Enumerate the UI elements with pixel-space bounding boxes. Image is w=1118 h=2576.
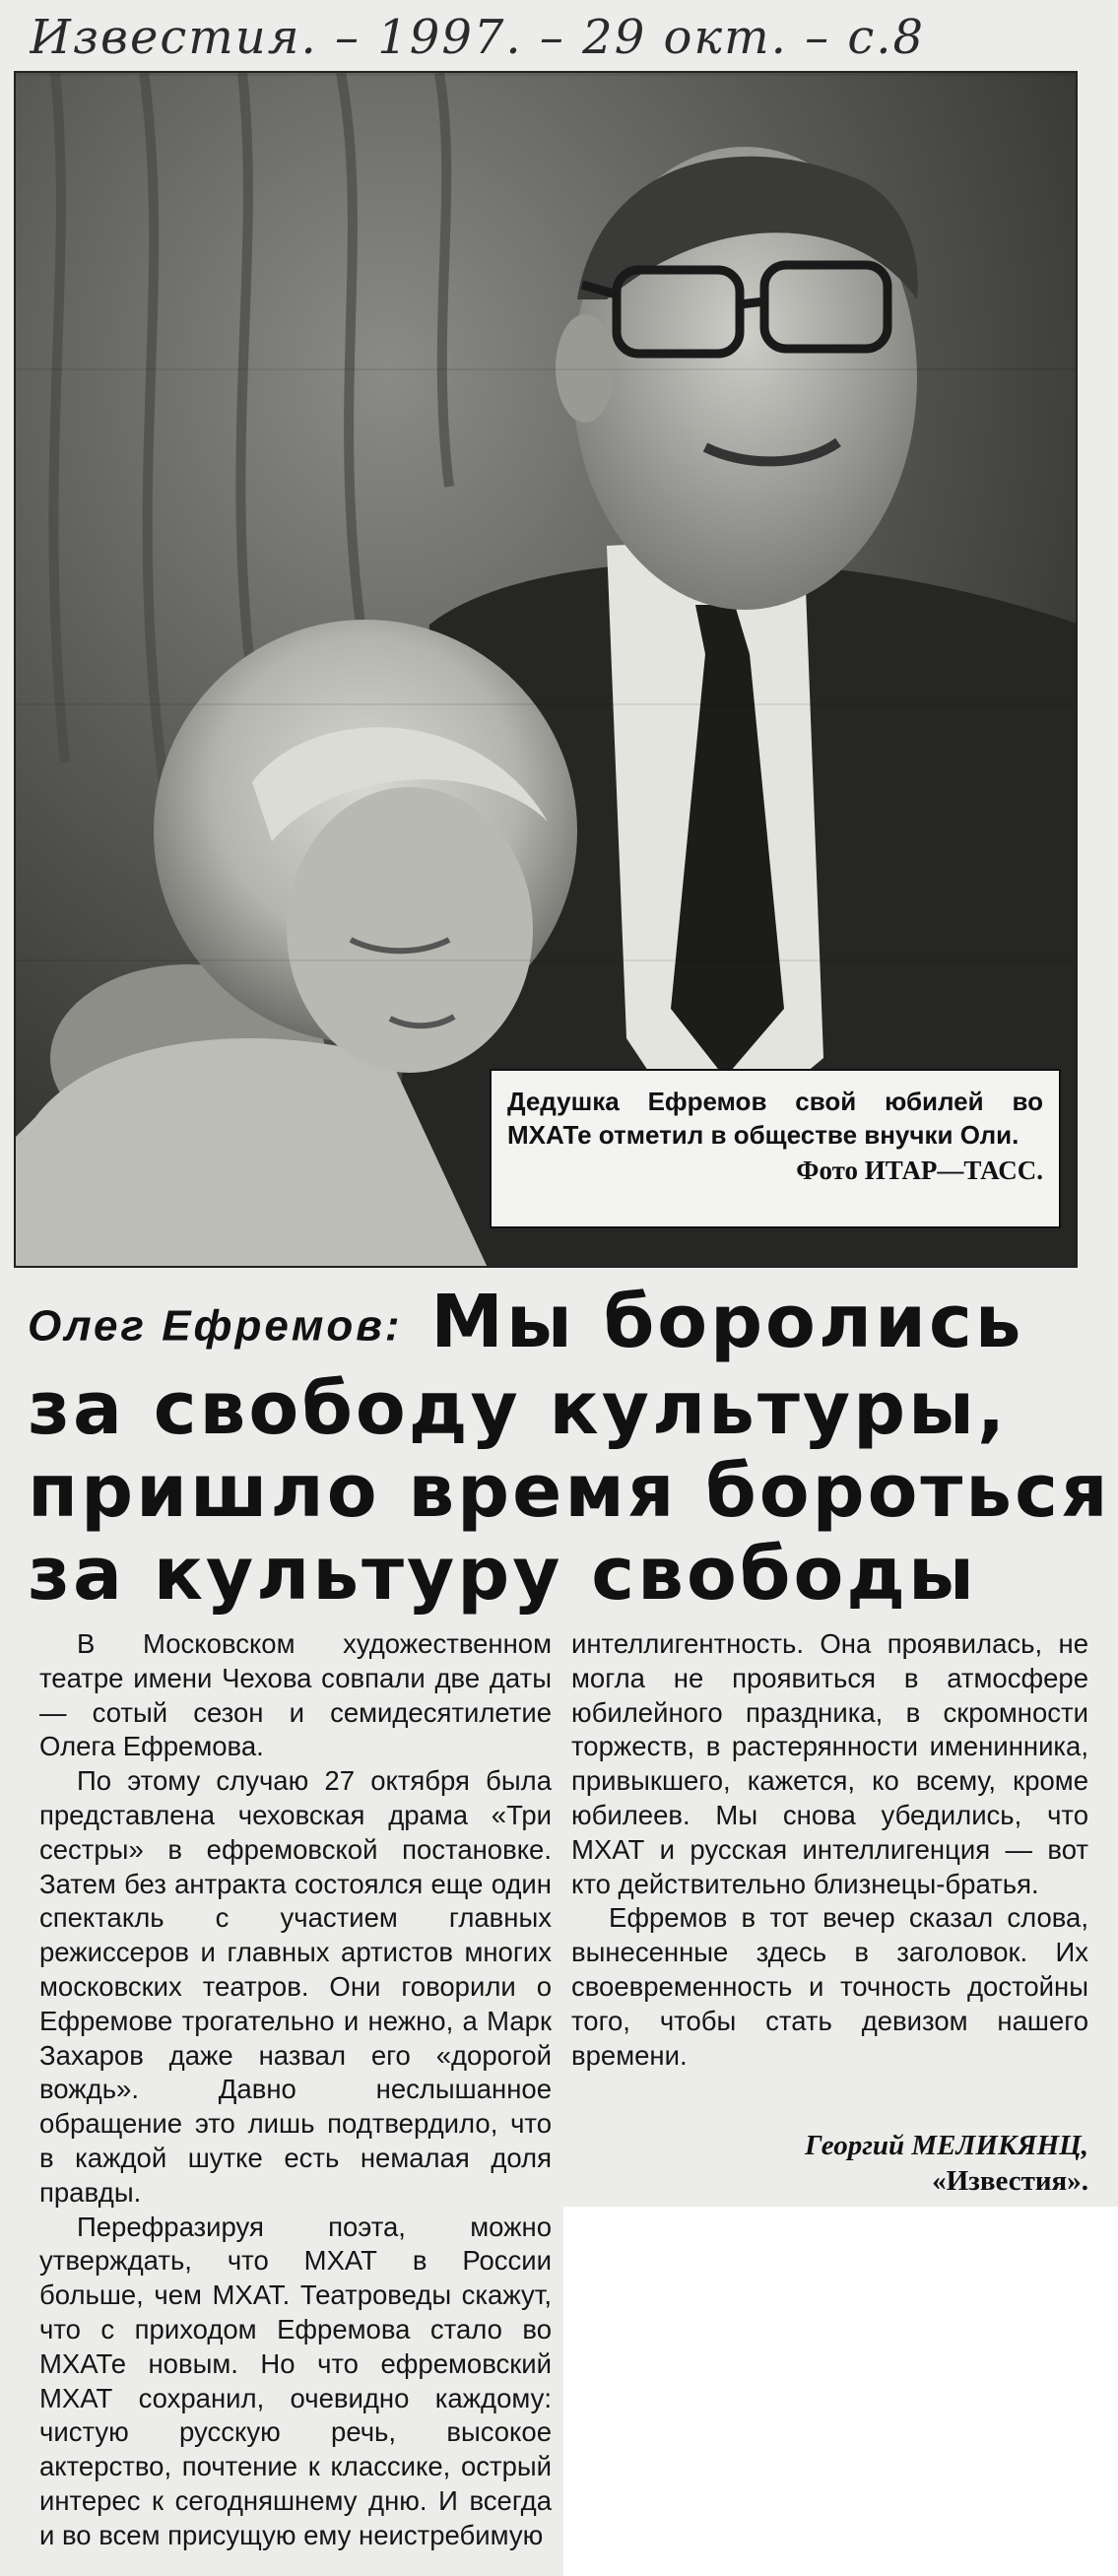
author-name: Георгий МЕЛИКЯНЦ, [805, 2130, 1088, 2161]
photo-caption: Дедушка Ефремов свой юбилей во МХАТе отметил в обществе внучки Оли. [507, 1087, 1043, 1150]
article-headline [28, 1280, 1111, 1618]
headline-line-1-text: Мы боролись [430, 1280, 1024, 1364]
headline-line-4: за культуру свободы [28, 1532, 977, 1618]
author-outlet: «Известия». [932, 2165, 1088, 2197]
photo-credit: Фото ИТАР—ТАСС. [796, 1156, 1043, 1185]
headline-line-2: за свободу культуры, [28, 1366, 1009, 1452]
headline-kicker: Олег Ефремов: [28, 1301, 403, 1351]
paragraph: Ефремов в тот вечер сказал слова, вынесенные здесь в заголовок. Их своевременность и точность достойны того, чтобы стать девизом нашего времени. [571, 1902, 1088, 2071]
author-signature [571, 2128, 1088, 2199]
paragraph: интеллигентность. Она проявилась, не могла не проявиться в атмосфере юбилейного праздника, в скромности торжеств, в растерянности именинника, привыкшего, кажется, ко всему, кроме юбилеев. Мы снова убедились, что МХАТ и русская интеллигенция — вот кто действительно близнецы-братья. [571, 1628, 1088, 1899]
photo-caption-box [490, 1069, 1061, 1228]
handwritten-source-note: Известия. – 1997. – 29 окт. – с.8 [30, 10, 926, 65]
headline-line-3: пришло время бороться [28, 1449, 1111, 1535]
girl-face [287, 787, 533, 1073]
paragraph: Перефразируя поэта, можно утверждать, что МХАТ в России больше, чем МХАТ. Театроведы скажут, что с приходом Ефремова стало во МХАТе новым. Но что ефремовский МХАТ сохранил, очевидно каждому: чистую русскую речь, высокое актерство, почтение к классике, острый интерес к сегодняшнему дню. И всегда и во всем присущую ему неистребимую [39, 2211, 552, 2550]
article-right-column [571, 1627, 1088, 2073]
article-left-column [39, 1627, 552, 2553]
blank-margin [563, 2207, 1118, 2576]
headline-line-1 [28, 1281, 1072, 1367]
paragraph: По этому случаю 27 октября была представлена чеховская драма «Три сестры» в ефремовской постановке. Затем без антракта состоялся еще один спектакль с участием главных режиссеров и главных артистов многих московских театров. Они говорили о Ефремове трогательно и нежно, а Марк Захаров даже назвал его «дорогой вождь». Давно неслышанное обращение это лишь подтвердило, что в каждой шутке есть немалая доля правды. [39, 1765, 552, 2208]
paragraph: В Московском художественном театре имени Чехова совпали две даты — сотый сезон и семидесятилетие Олега Ефремова. [39, 1628, 552, 1762]
